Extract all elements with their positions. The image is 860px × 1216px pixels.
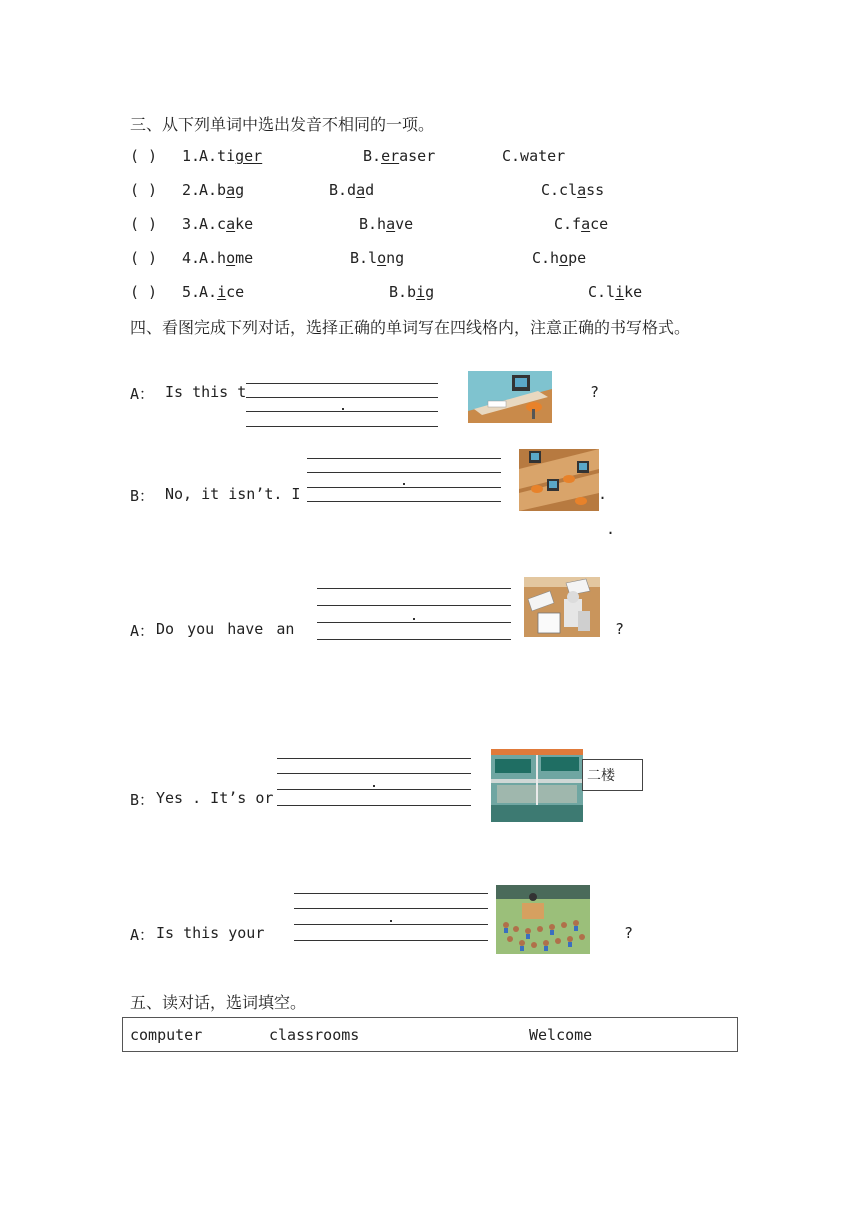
dialogue-5-text: Is this your — [156, 924, 265, 942]
dialogue-5-end: ? — [624, 924, 634, 942]
underlined-letters: i — [217, 283, 227, 301]
option-text: g — [235, 181, 245, 199]
option-text: A.c — [199, 215, 227, 233]
question-number: 2. — [182, 181, 201, 199]
option-c — [541, 181, 604, 199]
writing-lines-3[interactable] — [317, 588, 511, 640]
answer-paren[interactable]: ( ) — [130, 181, 158, 199]
section3-title: 三、从下列单词中选出发音不相同的一项。 — [130, 115, 435, 134]
option-a — [199, 215, 253, 233]
writing-lines-5[interactable] — [294, 893, 488, 941]
underlined-letters: ger — [235, 147, 263, 165]
question-number: 4. — [182, 249, 201, 267]
option-c — [588, 283, 642, 301]
option-text: pe — [568, 249, 587, 267]
option-text: A.b — [199, 181, 227, 199]
underlined-letters: a — [226, 215, 236, 233]
option-text: aser — [399, 147, 436, 165]
underlined-letters: o — [377, 249, 387, 267]
option-text: B.b — [389, 283, 417, 301]
option-text: C.water — [502, 147, 566, 165]
option-text: ke — [235, 215, 254, 233]
underlined-letters: i — [615, 283, 625, 301]
dialogue-4-speaker: B： — [130, 791, 155, 809]
underlined-letters: er — [381, 147, 400, 165]
underlined-letters: a — [577, 181, 587, 199]
option-text: A.ti — [199, 147, 236, 165]
option-text: B.l — [350, 249, 378, 267]
option-text: C.cl — [541, 181, 578, 199]
option-text: C.f — [554, 215, 582, 233]
question-number: 3. — [182, 215, 201, 233]
answer-paren[interactable]: ( ) — [130, 215, 158, 233]
underlined-letters: o — [226, 249, 236, 267]
option-text: B.h — [359, 215, 387, 233]
writing-lines-4[interactable] — [277, 758, 471, 806]
computer-desk-picture — [468, 371, 552, 423]
answer-paren[interactable]: ( ) — [130, 147, 158, 165]
playground-picture — [496, 885, 590, 954]
option-text: C.l — [588, 283, 616, 301]
option-c — [502, 147, 565, 165]
underlined-letters: a — [356, 181, 366, 199]
underlined-letters: o — [559, 249, 569, 267]
option-a — [199, 147, 262, 165]
dialogue-3-text: Do you have an — [156, 620, 295, 638]
word-bank-box — [122, 1017, 738, 1052]
word-bank-item: classrooms — [269, 1026, 360, 1044]
question-number: 1. — [182, 147, 201, 165]
option-text: B.d — [329, 181, 357, 199]
option-a — [199, 283, 244, 301]
option-b — [389, 283, 434, 301]
option-text: ke — [624, 283, 643, 301]
dialogue-1-speaker: A： — [130, 385, 155, 403]
option-b — [363, 147, 435, 165]
second-floor-picture — [491, 749, 583, 822]
dialogue-3-speaker: A： — [130, 622, 155, 640]
option-a — [199, 249, 253, 267]
word-bank-item: Welcome — [529, 1026, 593, 1044]
writing-lines-1[interactable] — [246, 383, 438, 429]
writing-lines-2[interactable] — [307, 458, 501, 504]
option-text: d — [365, 181, 375, 199]
dialogue-2-period: . — [606, 520, 616, 538]
dialogue-2-text: No, it isn’t. I — [165, 485, 301, 503]
option-c — [554, 215, 608, 233]
option-text: ve — [395, 215, 414, 233]
word-bank-item: computer — [130, 1026, 203, 1044]
dialogue-1-end: ? — [590, 383, 600, 401]
dialogue-5-speaker: A： — [130, 926, 155, 944]
option-text: ss — [586, 181, 605, 199]
underlined-letters: i — [416, 283, 426, 301]
option-text: me — [235, 249, 254, 267]
option-b — [350, 249, 404, 267]
dialogue-3-end: ? — [615, 620, 625, 638]
dialogue-4-text: Yes . It’s or — [156, 789, 274, 807]
option-text: ng — [386, 249, 405, 267]
option-text: B. — [363, 147, 382, 165]
underlined-letters: a — [386, 215, 396, 233]
option-text: ce — [590, 215, 609, 233]
underlined-letters: a — [581, 215, 591, 233]
second-floor-callout: 二楼 — [582, 759, 643, 791]
art-room-picture — [524, 577, 600, 637]
option-b — [359, 215, 413, 233]
dialogue-2-end: . — [598, 485, 608, 503]
option-b — [329, 181, 374, 199]
option-text: A.h — [199, 249, 227, 267]
option-text: g — [425, 283, 435, 301]
question-number: 5. — [182, 283, 201, 301]
option-a — [199, 181, 244, 199]
section5-title: 五、读对话，选词填空。 — [130, 993, 307, 1012]
section4-title: 四、看图完成下列对话，选择正确的单词写在四线格内，注意正确的书写格式。 — [130, 318, 691, 337]
dialogue-2-speaker: B： — [130, 487, 155, 505]
computer-room-picture — [519, 449, 599, 511]
dialogue-1-text: Is this t — [165, 383, 247, 401]
option-text: ce — [226, 283, 245, 301]
answer-paren[interactable]: ( ) — [130, 249, 158, 267]
option-c — [532, 249, 586, 267]
option-text: A. — [199, 283, 218, 301]
answer-paren[interactable]: ( ) — [130, 283, 158, 301]
option-text: C.h — [532, 249, 560, 267]
underlined-letters: a — [226, 181, 236, 199]
